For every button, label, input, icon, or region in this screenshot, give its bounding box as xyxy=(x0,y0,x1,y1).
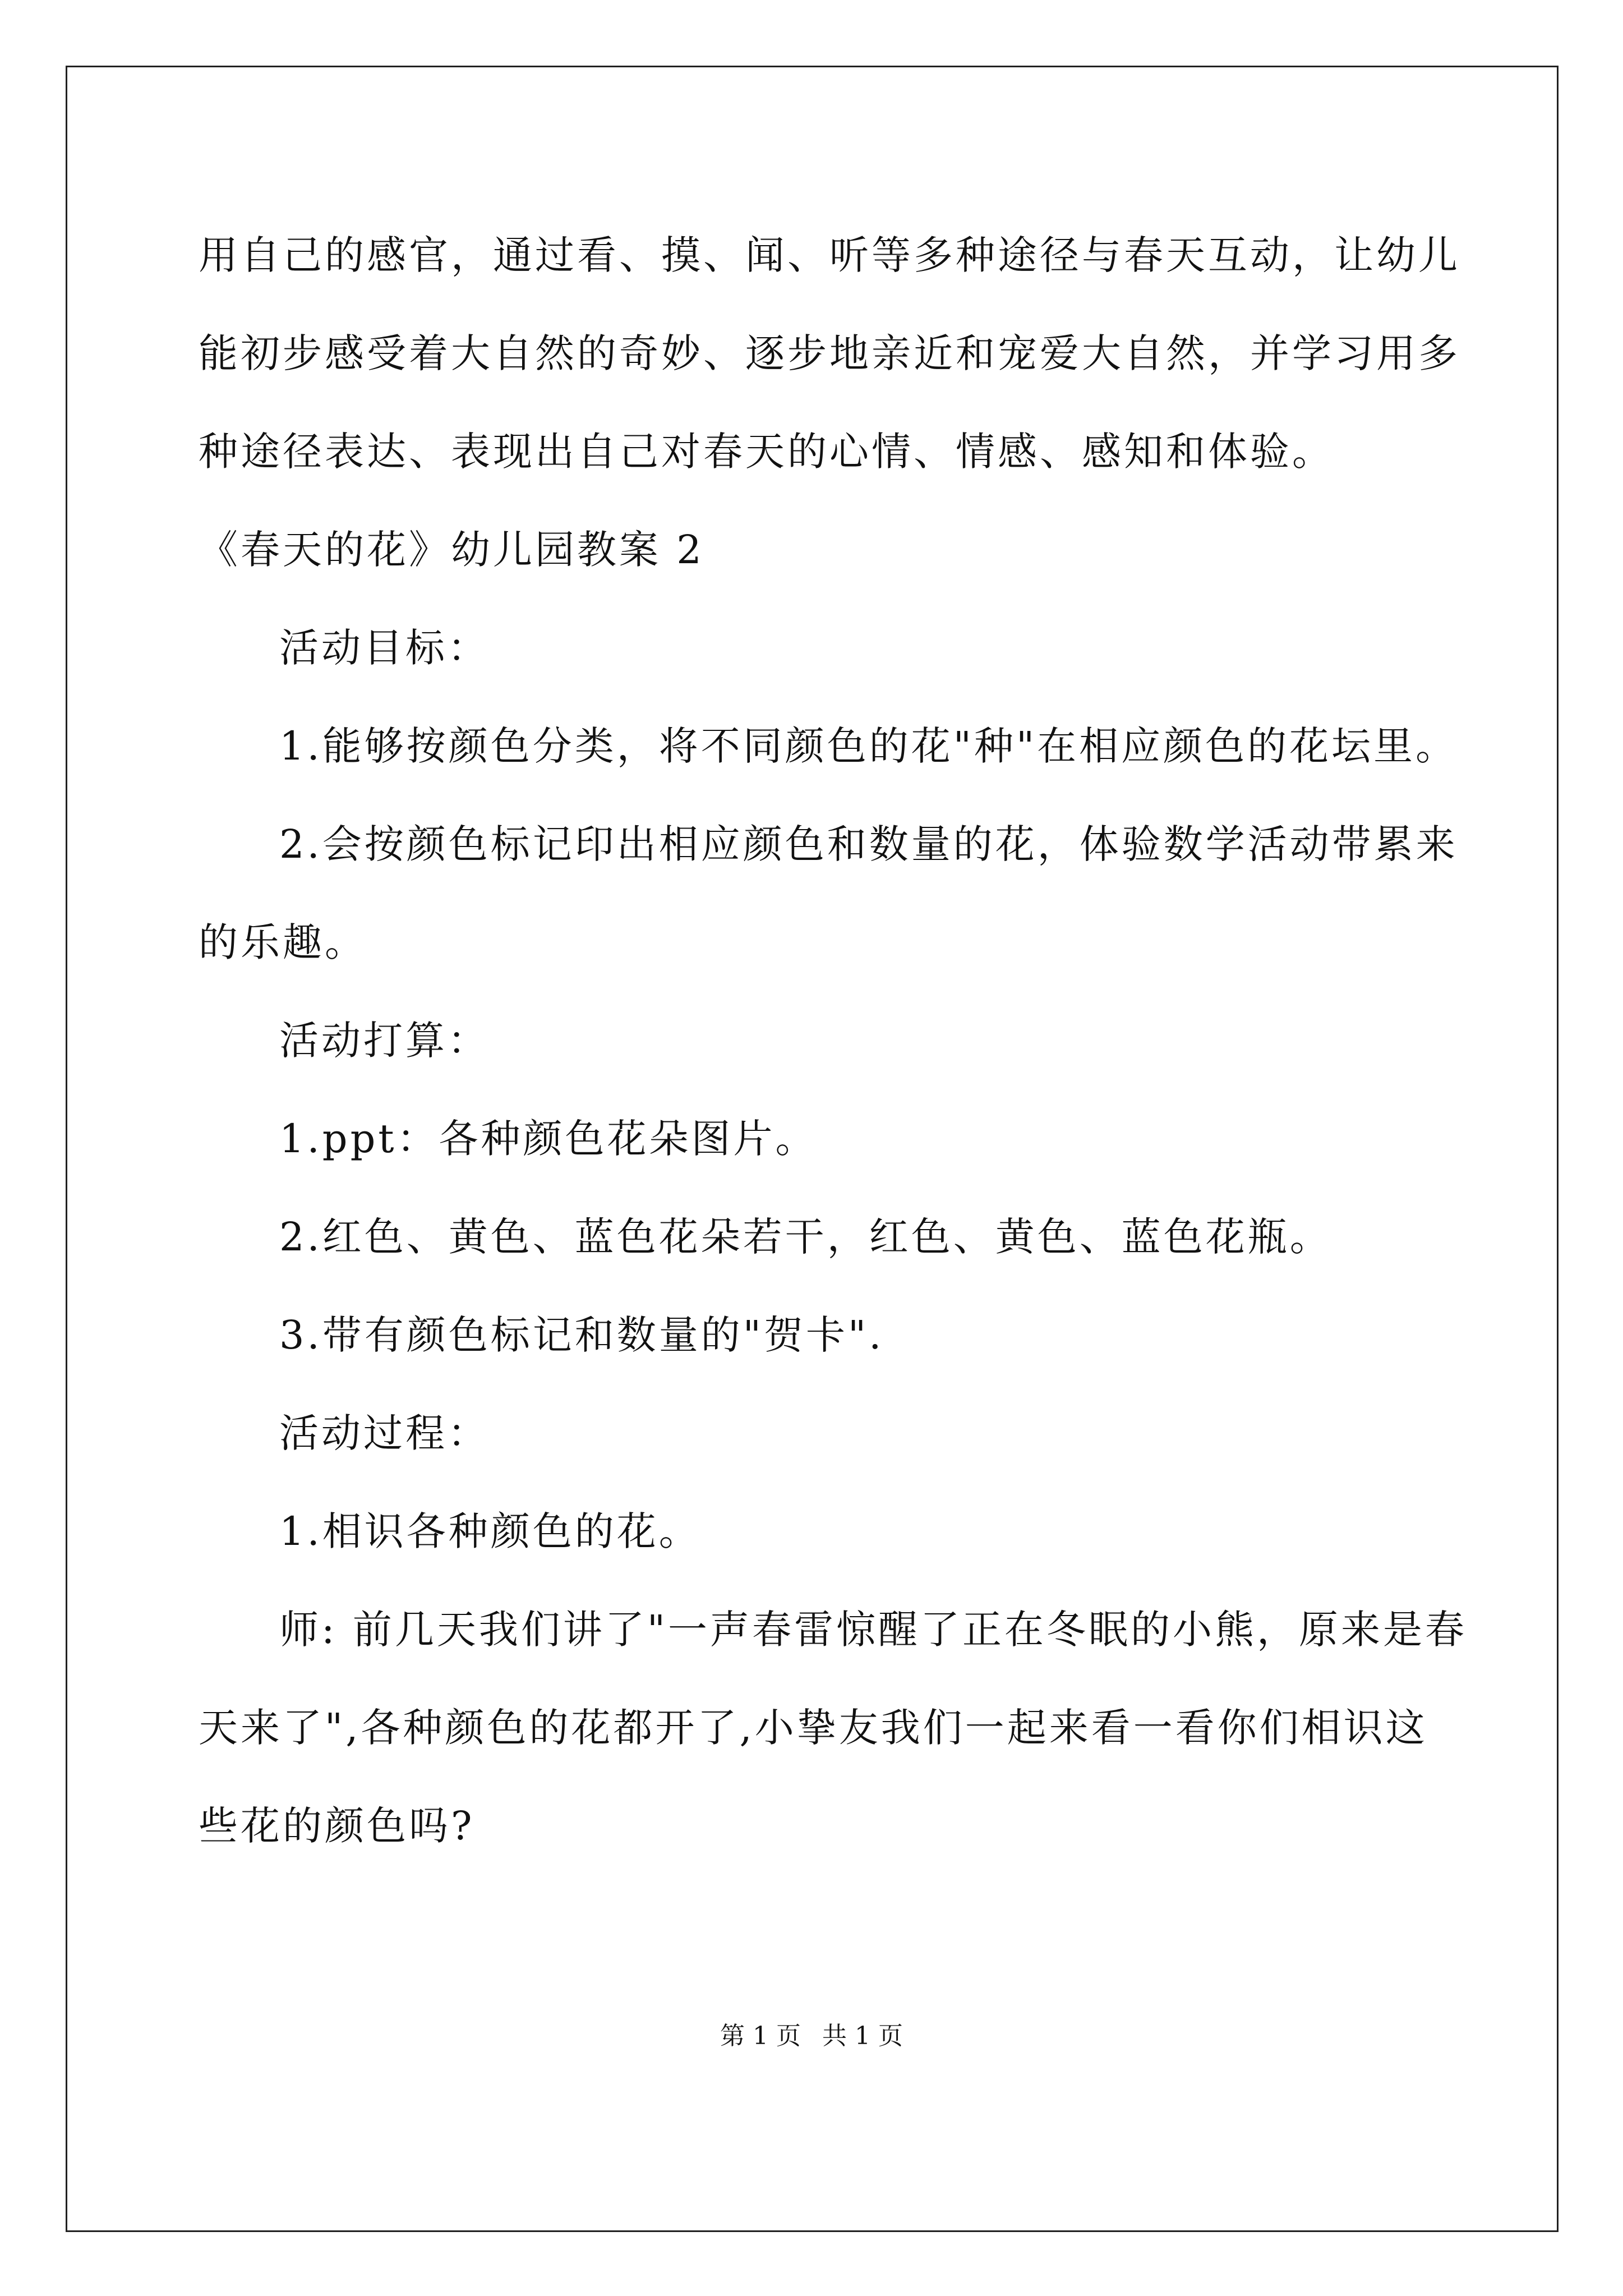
list-item: 3.带有颜色标记和数量的"贺卡". xyxy=(279,1312,884,1358)
heading-activity-goals: 活动目标： xyxy=(279,625,490,671)
list-item: 2.红色、黄色、蓝色花朵若干，红色、黄色、蓝色花瓶。 xyxy=(279,1214,1332,1260)
paragraph-line: 些花的颜色吗? xyxy=(199,1803,475,1849)
paragraph-line: 种途径表达、表现出自己对春天的心情、情感、感知和体验。 xyxy=(199,429,1334,475)
paragraph-line: 用自己的感官，通过看、摸、闻、听等多种途径与春天互动，让幼儿 xyxy=(199,232,1460,278)
page-number: 第 1 页 xyxy=(720,2022,801,2050)
list-item: 1.能够按颜色分类，将不同颜色的花"种"在相应颜色的花坛里。 xyxy=(279,723,1458,769)
list-item: 1.ppt：各种颜色花朵图片。 xyxy=(279,1116,818,1162)
list-item: 1.相识各种颜色的花。 xyxy=(279,1508,701,1554)
list-item-continuation: 的乐趣。 xyxy=(199,919,367,965)
paragraph-line: 师: 前几天我们讲了"一声春雷惊醒了正在冬眠的小熊，原来是春 xyxy=(279,1607,1468,1653)
page-footer xyxy=(0,2019,1623,2053)
page-total: 共 1 页 xyxy=(822,2022,903,2050)
section-title: 《春天的花》幼儿园教案 2 xyxy=(199,527,704,573)
paragraph-line: 能初步感受着大自然的奇妙、逐步地亲近和宠爱大自然，并学习用多 xyxy=(199,330,1460,376)
list-item: 2.会按颜色标记印出相应颜色和数量的花，体验数学活动带累来 xyxy=(279,821,1458,867)
heading-activity-process: 活动过程： xyxy=(279,1410,490,1456)
paragraph-line: 天来了",各种颜色的花都开了,小挚友我们一起来看一看你们相识这 xyxy=(199,1705,1428,1751)
heading-activity-preparation: 活动打算： xyxy=(279,1018,490,1064)
